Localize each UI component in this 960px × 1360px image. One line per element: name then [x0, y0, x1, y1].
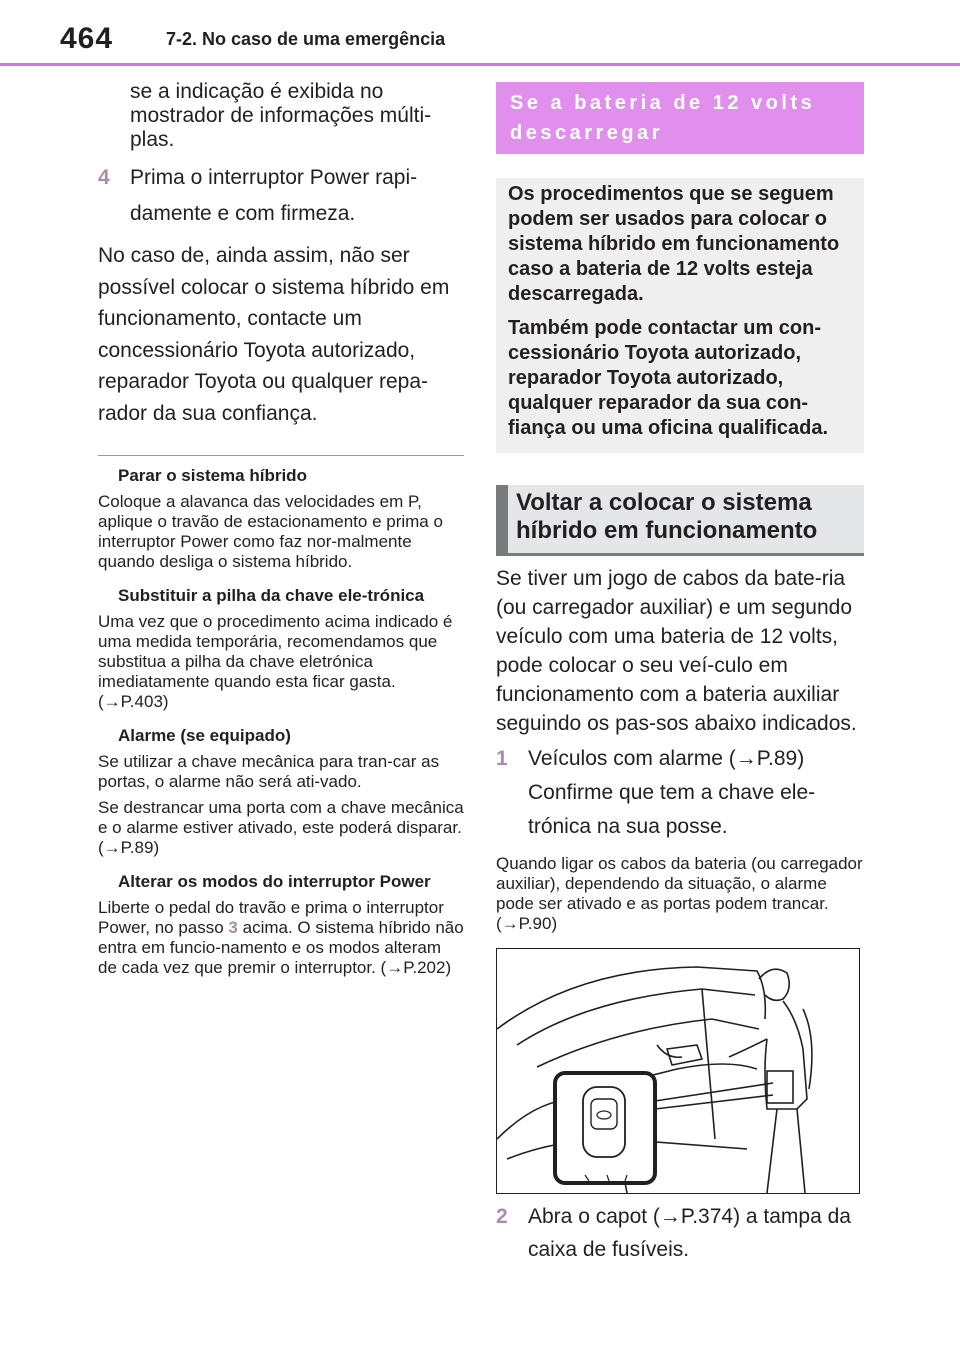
- step-2: [496, 1200, 864, 1266]
- step-4: [98, 160, 464, 232]
- note-text-stop-hybrid: Coloque a alavanca das velocidades em P, aplique o travão de estacionamento e prima o interruptor Power como faz nor-malmente quando desliga o sistema híbrido.: [98, 492, 443, 571]
- note-text-power-modes: [98, 898, 464, 978]
- step-1: [496, 742, 864, 844]
- right-column: [496, 82, 864, 1266]
- step-number: 4: [98, 166, 110, 189]
- contact-paragraph: No caso de, ainda assim, não ser possível colocar o sistema híbrido em funcionamento, contacte um concessionário Toyota autorizado, reparador Toyota ou qualquer repa-rador da sua confiança.: [98, 244, 450, 425]
- subsection-header-restart: Voltar a colocar o sistema híbrido em funcionamento: [496, 485, 864, 556]
- step-number: 1: [496, 747, 508, 770]
- step-reference: 3: [228, 918, 238, 937]
- intro-paragraph: Se tiver um jogo de cabos da bate-ria (ou carregador auxiliar) e um segundo veículo com uma bateria de 12 volts, pode colocar o seu veí-culo em funcionamento com a bateria auxiliar seguindo os pas-sos abaixo indicados.: [496, 567, 857, 735]
- header-rule: [0, 63, 960, 66]
- step-number: 2: [496, 1205, 508, 1228]
- note-text-part: acima. O sistema híbrido não entra em funcio-namento e os modos alteram de cada vez que premir o interruptor. (→P.202): [98, 918, 464, 977]
- alarm-note: Quando ligar os cabos da bateria (ou carregador auxiliar), dependendo da situação, o alarme pode ser ativado e as portas podem trancar. (→P.90): [496, 854, 863, 933]
- note-title-replace-battery: Substituir a pilha da chave ele-trónica: [118, 586, 425, 605]
- section-title: 7-2. No caso de uma emergência: [166, 29, 446, 49]
- info-paragraph: Também pode contactar um con-cessionário Toyota autorizado, reparador Toyota autorizado, qualquer reparador da sua con-fiança ou uma oficina qualificada.: [508, 317, 829, 439]
- step-text: Abra o capot (→P.374) a tampa da caixa de fusíveis.: [528, 1205, 851, 1261]
- info-box: [496, 178, 864, 453]
- note-text-alarm-2: Se destrancar uma porta com a chave mecânica e o alarme estiver ativado, este poderá disparar. (→P.89): [98, 798, 464, 857]
- note-text-part: Liberte o pedal do travão e prima o interruptor Power, no passo: [98, 898, 444, 937]
- left-column: [98, 80, 464, 992]
- step-text: Prima o interruptor Power rapi-damente e com firmeza.: [130, 166, 418, 225]
- notes-divider: [98, 455, 464, 456]
- note-title-power-modes: Alterar os modos do interruptor Power: [118, 872, 431, 891]
- illustration: [496, 948, 860, 1194]
- section-header-battery: Se a bateria de 12 volts descarregar: [496, 82, 864, 154]
- page-number: 464: [60, 22, 114, 55]
- info-paragraph: Os procedimentos que se seguem podem ser usados para colocar o sistema híbrido em funcionamento caso a bateria de 12 volts esteja descarregada.: [508, 183, 840, 305]
- step3-continuation: se a indicação é exibida no mostrador de informações múlti-plas.: [130, 80, 432, 151]
- car-key-illustration: [497, 949, 859, 1193]
- note-title-alarm: Alarme (se equipado): [118, 726, 291, 745]
- note-text-alarm: Se utilizar a chave mecânica para tran-car as portas, o alarme não será ati-vado.: [98, 752, 440, 791]
- page-header: [0, 0, 960, 70]
- step-text: Veículos com alarme (→P.89) Confirme que tem a chave ele-trónica na sua posse.: [528, 747, 816, 838]
- note-text-replace-battery: Uma vez que o procedimento acima indicado é uma medida temporária, recomendamos que substitua a pilha da chave eletrónica imediatamente quando esta ficar gasta. (→P.403): [98, 612, 453, 711]
- note-title-stop-hybrid: Parar o sistema híbrido: [118, 466, 307, 485]
